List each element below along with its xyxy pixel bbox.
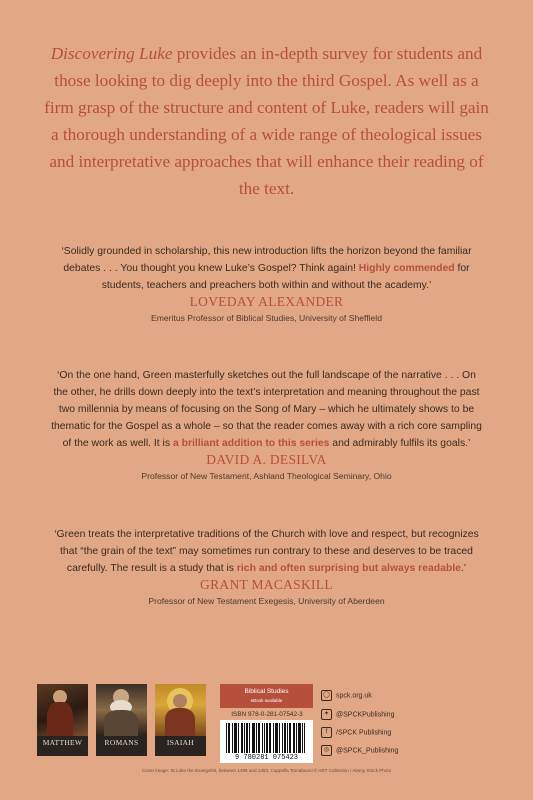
barcode-bar <box>247 723 248 753</box>
barcode-bar <box>285 723 286 753</box>
series-book-cover <box>96 684 147 756</box>
barcode-bars <box>226 723 307 753</box>
barcode-bar <box>242 723 243 753</box>
barcode-bar <box>287 723 288 753</box>
quote-text: ‘Solidly grounded in scholarship, this new introduction lifts the horizon beyond the familiar debates . . . You thought you knew Luke’s Gospel? Think again! <box>61 246 472 274</box>
quote-text: .’ <box>460 563 467 574</box>
barcode-bar <box>299 723 300 753</box>
barcode-bar <box>254 723 255 753</box>
social-text: @SPCKPublishing <box>336 711 395 719</box>
endorsement-quote <box>50 243 483 326</box>
facebook-icon: f <box>321 727 332 738</box>
barcode-bar <box>229 723 230 753</box>
barcode-bar <box>249 723 250 753</box>
barcode-bar <box>258 723 259 753</box>
barcode-bar <box>236 723 237 753</box>
barcode-bar <box>296 723 297 753</box>
quote-author: DAVID A. DESILVA <box>206 452 327 467</box>
barcode-bar <box>228 723 229 753</box>
social-link[interactable] <box>321 727 391 738</box>
barcode-bar <box>264 723 265 753</box>
barcode-bar <box>304 723 305 753</box>
barcode-bar <box>270 723 271 753</box>
quote-affiliation: Emeritus Professor of Biblical Studies, University of Sheffield <box>150 313 383 323</box>
barcode-bar <box>290 723 291 753</box>
endorsement-quote <box>50 526 483 609</box>
book-cover-art <box>155 684 206 736</box>
quote-text: ‘On the one hand, Green masterfully sketches out the full landscape of the narrative . . . On the other, he drills down deeply into the text’s interpretation and meaning throughout the past two millennia by means of focusing on the Song of Mary – which he ultimately shows to be thematic for the Gospel as a whole – so that the reader comes away with a rich core sampling of the work as well. It is <box>51 370 482 449</box>
barcode-bar <box>269 723 270 753</box>
social-text: /SPCK Publishing <box>336 729 392 737</box>
book-cover-art <box>37 684 88 736</box>
barcode-bar <box>235 723 236 753</box>
social-link[interactable] <box>321 709 394 720</box>
barcode-bar <box>241 723 242 753</box>
twitter-icon: ✦ <box>321 709 332 720</box>
social-text: spck.org.uk <box>336 692 372 700</box>
barcode-bar <box>275 723 276 753</box>
social-link[interactable] <box>321 745 398 756</box>
category-sub: eBook available <box>250 698 283 703</box>
barcode-bar <box>256 723 257 753</box>
book-title: ROMANS <box>96 736 147 756</box>
barcode-bar <box>259 723 260 753</box>
barcode-bar <box>294 723 295 753</box>
quote-highlight: rich and often surprising but always readable <box>236 563 461 574</box>
quote-affiliation: Professor of New Testament Exegesis, University of Aberdeen <box>148 596 385 606</box>
barcode-bar <box>279 723 280 753</box>
quote-author: GRANT MACASKILL <box>200 577 333 592</box>
book-title: ISAIAH <box>155 736 206 756</box>
barcode-bar <box>266 723 267 753</box>
quote-text: and admirably fulfils its goals.’ <box>329 438 471 449</box>
barcode-bar <box>289 723 290 753</box>
barcode-bar <box>300 723 301 753</box>
barcode-bar <box>302 723 303 753</box>
category-label: Biblical Studies <box>244 688 289 695</box>
quote-highlight: Highly commended <box>358 263 455 274</box>
barcode-bar <box>238 723 239 753</box>
quote-text: for students, teachers and preachers both within and without the academy.’ <box>101 263 470 291</box>
quote-text: ‘Green treats the interpretative traditions of the Church with love and respect, but recognizes that “the grain of the text” may sometimes run contrary to these and deserves to be traced carefully. The result is a study that is <box>54 529 479 574</box>
barcode-bar <box>244 723 245 753</box>
series-book-cover <box>37 684 88 756</box>
barcode-bar <box>253 723 254 753</box>
barcode-bar <box>234 723 235 753</box>
intro-blurb <box>40 40 493 202</box>
barcode-bar <box>246 723 247 753</box>
instagram-icon: ◎ <box>321 745 332 756</box>
intro-book-title: Discovering Luke <box>50 44 173 63</box>
barcode-bar <box>298 723 299 753</box>
barcode-bar <box>282 723 283 753</box>
category-box <box>220 684 313 708</box>
isbn: ISBN 978-0-281-07542-3 <box>231 711 303 718</box>
book-cover-art <box>96 684 147 736</box>
barcode-bar <box>262 723 263 753</box>
quote-highlight: a brilliant addition to this series <box>172 438 330 449</box>
barcode-bar <box>232 723 233 753</box>
globe-icon: ◯ <box>321 690 332 701</box>
series-book-cover <box>155 684 206 756</box>
barcode-bar <box>277 723 278 753</box>
barcode-bar <box>273 723 274 753</box>
book-title: MATTHEW <box>37 736 88 756</box>
endorsement-quote <box>50 367 483 484</box>
barcode-number: 9 780281 075423 <box>234 754 298 762</box>
social-link[interactable] <box>321 690 372 701</box>
intro-text: provides an in-depth survey for students and those looking to dig deeply into the third Gospel. As well as a firm grasp of the structure and content of Luke, readers will gain a thorough understanding of a wide range of theological issues and interpretative approaches that will enhance their reading of the text. <box>44 44 489 198</box>
quote-author: LOVEDAY ALEXANDER <box>189 294 344 309</box>
barcode-bar <box>252 723 253 753</box>
quote-affiliation: Professor of New Testament, Ashland Theological Seminary, Ohio <box>141 471 392 481</box>
barcode-bar <box>267 723 268 753</box>
barcode-bar <box>276 723 277 753</box>
barcode-bar <box>226 723 227 753</box>
barcode <box>220 720 313 763</box>
cover-credit: Cover image: St Luke the Evangelist, between 1486 and 1493, Cappella Tornabuoni © ART Collection / Alamy Stock Photo <box>141 768 392 773</box>
social-text: @SPCK_Publishing <box>336 747 399 755</box>
barcode-bar <box>293 723 294 753</box>
barcode-bar <box>284 723 285 753</box>
